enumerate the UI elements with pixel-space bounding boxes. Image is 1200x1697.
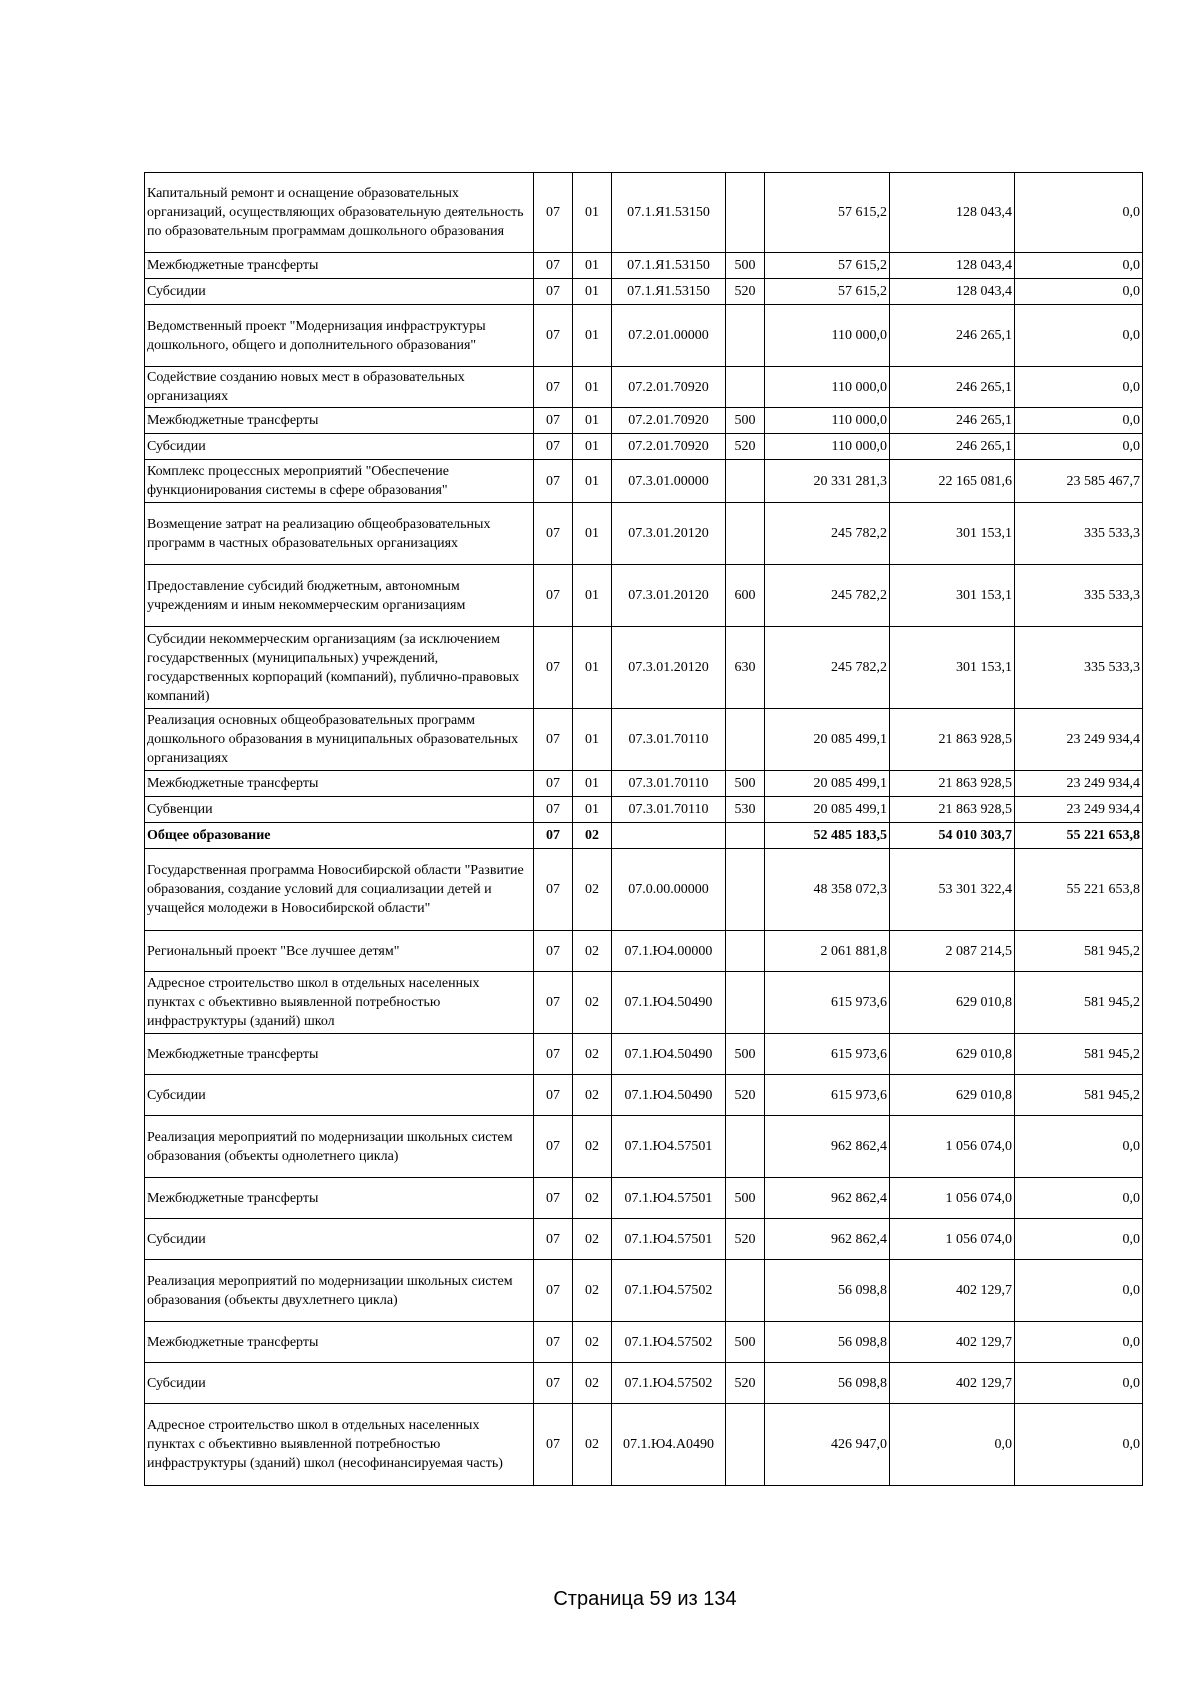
- subsection-code: 02: [573, 1178, 612, 1219]
- table-row: [145, 408, 1143, 434]
- table-row: [145, 1219, 1143, 1260]
- amount-year3: 0,0: [1015, 173, 1143, 253]
- row-name: Межбюджетные трансферты: [145, 771, 534, 797]
- target-article-code: 07.1.Ю4.57501: [612, 1219, 726, 1260]
- row-name: Межбюджетные трансферты: [145, 1322, 534, 1363]
- subsection-code: 02: [573, 1404, 612, 1486]
- amount-year1: 57 615,2: [765, 253, 890, 279]
- amount-year3: 0,0: [1015, 1219, 1143, 1260]
- subsection-code: 02: [573, 931, 612, 972]
- subsection-code: 02: [573, 1260, 612, 1322]
- section-code: 07: [534, 565, 573, 627]
- amount-year2: 21 863 928,5: [890, 771, 1015, 797]
- amount-year2: 629 010,8: [890, 972, 1015, 1034]
- amount-year3: 23 585 467,7: [1015, 460, 1143, 503]
- table-row: [145, 1260, 1143, 1322]
- expense-type-code: [726, 849, 765, 931]
- row-name: Ведомственный проект "Модернизация инфраструктуры дошкольного, общего и дополнительного образования": [145, 305, 534, 367]
- target-article-code: 07.1.Ю4.57501: [612, 1116, 726, 1178]
- target-article-code: 07.1.Ю4.57501: [612, 1178, 726, 1219]
- amount-year2: 301 153,1: [890, 503, 1015, 565]
- table-row: [145, 1178, 1143, 1219]
- section-code: 07: [534, 279, 573, 305]
- section-code: 07: [534, 1219, 573, 1260]
- amount-year2: 301 153,1: [890, 627, 1015, 709]
- row-name: Субсидии: [145, 1363, 534, 1404]
- table-row: [145, 1404, 1143, 1486]
- subsection-code: 01: [573, 253, 612, 279]
- amount-year3: 23 249 934,4: [1015, 797, 1143, 823]
- expense-type-code: 500: [726, 771, 765, 797]
- section-code: 07: [534, 173, 573, 253]
- target-article-code: 07.3.01.70110: [612, 709, 726, 771]
- table-row: [145, 367, 1143, 408]
- subsection-code: 02: [573, 1116, 612, 1178]
- amount-year1: 426 947,0: [765, 1404, 890, 1486]
- target-article-code: 07.1.Ю4.50490: [612, 1075, 726, 1116]
- row-name: Субсидии: [145, 1075, 534, 1116]
- row-name: Капитальный ремонт и оснащение образовательных организаций, осуществляющих образовательную деятельность по образовательным программам дошкольного образования: [145, 173, 534, 253]
- amount-year1: 245 782,2: [765, 627, 890, 709]
- expense-type-code: [726, 367, 765, 408]
- amount-year1: 20 331 281,3: [765, 460, 890, 503]
- section-code: 07: [534, 253, 573, 279]
- subsection-code: 01: [573, 709, 612, 771]
- section-code: 07: [534, 1404, 573, 1486]
- target-article-code: 07.3.01.20120: [612, 565, 726, 627]
- amount-year2: 402 129,7: [890, 1260, 1015, 1322]
- target-article-code: 07.1.Я1.53150: [612, 279, 726, 305]
- expense-type-code: 600: [726, 565, 765, 627]
- expense-type-code: 500: [726, 1322, 765, 1363]
- row-name: Государственная программа Новосибирской области "Развитие образования, создание условий для социализации детей и учащейся молодежи в Новосибирской области": [145, 849, 534, 931]
- subsection-code: 01: [573, 460, 612, 503]
- row-name: Реализация основных общеобразовательных программ дошкольного образования в муниципальных образовательных организациях: [145, 709, 534, 771]
- subsection-code: 01: [573, 771, 612, 797]
- target-article-code: 07.0.00.00000: [612, 849, 726, 931]
- amount-year2: 21 863 928,5: [890, 709, 1015, 771]
- amount-year2: 246 265,1: [890, 305, 1015, 367]
- amount-year2: 402 129,7: [890, 1322, 1015, 1363]
- amount-year1: 110 000,0: [765, 408, 890, 434]
- row-name: Возмещение затрат на реализацию общеобразовательных программ в частных образовательных организациях: [145, 503, 534, 565]
- subsection-code: 02: [573, 849, 612, 931]
- amount-year1: 110 000,0: [765, 367, 890, 408]
- amount-year3: 581 945,2: [1015, 972, 1143, 1034]
- subsection-code: 01: [573, 797, 612, 823]
- target-article-code: 07.1.Ю4.57502: [612, 1322, 726, 1363]
- expense-type-code: [726, 972, 765, 1034]
- expense-type-code: [726, 1116, 765, 1178]
- row-name: Субсидии: [145, 279, 534, 305]
- amount-year2: 128 043,4: [890, 253, 1015, 279]
- section-code: 07: [534, 931, 573, 972]
- table-row: [145, 503, 1143, 565]
- amount-year3: 335 533,3: [1015, 565, 1143, 627]
- amount-year1: 56 098,8: [765, 1363, 890, 1404]
- subsection-code: 01: [573, 627, 612, 709]
- table-row: [145, 1116, 1143, 1178]
- row-name: Субсидии некоммерческим организациям (за исключением государственных (муниципальных) учреждений, государственных корпораций (компаний), публично-правовых компаний): [145, 627, 534, 709]
- table-row: [145, 972, 1143, 1034]
- expense-type-code: [726, 931, 765, 972]
- target-article-code: 07.2.01.70920: [612, 367, 726, 408]
- amount-year3: 0,0: [1015, 408, 1143, 434]
- expense-type-code: 520: [726, 1075, 765, 1116]
- subsection-code: 01: [573, 367, 612, 408]
- target-article-code: 07.2.01.00000: [612, 305, 726, 367]
- expense-type-code: 500: [726, 408, 765, 434]
- section-code: 07: [534, 1034, 573, 1075]
- table-row: [145, 253, 1143, 279]
- expense-type-code: 500: [726, 1178, 765, 1219]
- amount-year2: 1 056 074,0: [890, 1219, 1015, 1260]
- page-number: Страница 59 из 134: [553, 1588, 737, 1610]
- target-article-code: 07.2.01.70920: [612, 434, 726, 460]
- expense-type-code: 520: [726, 434, 765, 460]
- target-article-code: 07.1.Ю4.57502: [612, 1363, 726, 1404]
- table-row: [145, 709, 1143, 771]
- row-name: Общее образование: [145, 823, 534, 849]
- expense-type-code: [726, 460, 765, 503]
- section-code: 07: [534, 434, 573, 460]
- amount-year1: 245 782,2: [765, 565, 890, 627]
- table-row: [145, 771, 1143, 797]
- row-name: Реализация мероприятий по модернизации школьных систем образования (объекты двухлетнего цикла): [145, 1260, 534, 1322]
- amount-year1: 962 862,4: [765, 1219, 890, 1260]
- amount-year3: 581 945,2: [1015, 1075, 1143, 1116]
- subsection-code: 01: [573, 173, 612, 253]
- amount-year2: 128 043,4: [890, 173, 1015, 253]
- amount-year2: 53 301 322,4: [890, 849, 1015, 931]
- amount-year3: 0,0: [1015, 1363, 1143, 1404]
- expense-type-code: [726, 709, 765, 771]
- target-article-code: 07.2.01.70920: [612, 408, 726, 434]
- amount-year2: 2 087 214,5: [890, 931, 1015, 972]
- subsection-code: 02: [573, 972, 612, 1034]
- target-article-code: 07.1.Ю4.50490: [612, 972, 726, 1034]
- amount-year3: 0,0: [1015, 253, 1143, 279]
- amount-year1: 110 000,0: [765, 305, 890, 367]
- row-name: Субсидии: [145, 434, 534, 460]
- amount-year3: 0,0: [1015, 1404, 1143, 1486]
- amount-year1: 110 000,0: [765, 434, 890, 460]
- expense-type-code: 520: [726, 1363, 765, 1404]
- table-row: [145, 1034, 1143, 1075]
- amount-year2: 402 129,7: [890, 1363, 1015, 1404]
- expense-type-code: 500: [726, 253, 765, 279]
- amount-year2: 21 863 928,5: [890, 797, 1015, 823]
- table-row: [145, 797, 1143, 823]
- amount-year2: 629 010,8: [890, 1075, 1015, 1116]
- row-name: Региональный проект "Все лучшее детям": [145, 931, 534, 972]
- table-row: [145, 823, 1143, 849]
- amount-year3: 0,0: [1015, 1322, 1143, 1363]
- target-article-code: 07.3.01.70110: [612, 771, 726, 797]
- target-article-code: 07.1.Ю4.А0490: [612, 1404, 726, 1486]
- amount-year1: 56 098,8: [765, 1322, 890, 1363]
- amount-year1: 615 973,6: [765, 972, 890, 1034]
- section-code: 07: [534, 503, 573, 565]
- section-code: 07: [534, 367, 573, 408]
- section-code: 07: [534, 972, 573, 1034]
- table-row: [145, 305, 1143, 367]
- subsection-code: 02: [573, 1363, 612, 1404]
- row-name: Содействие созданию новых мест в образовательных организациях: [145, 367, 534, 408]
- expense-type-code: [726, 1404, 765, 1486]
- subsection-code: 01: [573, 434, 612, 460]
- target-article-code: 07.3.01.00000: [612, 460, 726, 503]
- amount-year3: 0,0: [1015, 367, 1143, 408]
- table-row: [145, 627, 1143, 709]
- amount-year2: 246 265,1: [890, 367, 1015, 408]
- amount-year1: 962 862,4: [765, 1116, 890, 1178]
- subsection-code: 01: [573, 565, 612, 627]
- expense-type-code: [726, 503, 765, 565]
- table-row: [145, 1363, 1143, 1404]
- section-code: 07: [534, 1260, 573, 1322]
- amount-year3: 0,0: [1015, 434, 1143, 460]
- amount-year3: 23 249 934,4: [1015, 709, 1143, 771]
- target-article-code: [612, 823, 726, 849]
- amount-year2: 128 043,4: [890, 279, 1015, 305]
- amount-year1: 962 862,4: [765, 1178, 890, 1219]
- expense-type-code: 500: [726, 1034, 765, 1075]
- table-row: [145, 460, 1143, 503]
- amount-year1: 615 973,6: [765, 1075, 890, 1116]
- amount-year2: 246 265,1: [890, 408, 1015, 434]
- table-row: [145, 565, 1143, 627]
- target-article-code: 07.3.01.20120: [612, 503, 726, 565]
- amount-year1: 615 973,6: [765, 1034, 890, 1075]
- row-name: Субвенции: [145, 797, 534, 823]
- table-row: [145, 279, 1143, 305]
- amount-year3: 335 533,3: [1015, 627, 1143, 709]
- section-code: 07: [534, 1363, 573, 1404]
- row-name: Адресное строительство школ в отдельных населенных пунктах с объективно выявленной потребностью инфраструктуры (зданий) школ: [145, 972, 534, 1034]
- amount-year2: 54 010 303,7: [890, 823, 1015, 849]
- target-article-code: 07.1.Я1.53150: [612, 253, 726, 279]
- section-code: 07: [534, 709, 573, 771]
- amount-year3: 0,0: [1015, 1178, 1143, 1219]
- section-code: 07: [534, 823, 573, 849]
- subsection-code: 01: [573, 503, 612, 565]
- section-code: 07: [534, 1116, 573, 1178]
- table-row: [145, 434, 1143, 460]
- amount-year2: 1 056 074,0: [890, 1178, 1015, 1219]
- budget-table: [144, 172, 1143, 1486]
- amount-year3: 55 221 653,8: [1015, 849, 1143, 931]
- amount-year2: 22 165 081,6: [890, 460, 1015, 503]
- section-code: 07: [534, 627, 573, 709]
- target-article-code: 07.1.Ю4.50490: [612, 1034, 726, 1075]
- row-name: Межбюджетные трансферты: [145, 1034, 534, 1075]
- amount-year1: 48 358 072,3: [765, 849, 890, 931]
- row-name: Предоставление субсидий бюджетным, автономным учреждениям и иным некоммерческим организациям: [145, 565, 534, 627]
- table-row: [145, 1075, 1143, 1116]
- expense-type-code: 520: [726, 279, 765, 305]
- expense-type-code: [726, 1260, 765, 1322]
- amount-year1: 245 782,2: [765, 503, 890, 565]
- amount-year3: 0,0: [1015, 1260, 1143, 1322]
- expense-type-code: 630: [726, 627, 765, 709]
- target-article-code: 07.1.Ю4.57502: [612, 1260, 726, 1322]
- amount-year1: 20 085 499,1: [765, 771, 890, 797]
- target-article-code: 07.1.Я1.53150: [612, 173, 726, 253]
- row-name: Межбюджетные трансферты: [145, 408, 534, 434]
- subsection-code: 02: [573, 1322, 612, 1363]
- expense-type-code: [726, 823, 765, 849]
- amount-year3: 55 221 653,8: [1015, 823, 1143, 849]
- expense-type-code: [726, 305, 765, 367]
- amount-year2: 0,0: [890, 1404, 1015, 1486]
- amount-year3: 335 533,3: [1015, 503, 1143, 565]
- amount-year3: 23 249 934,4: [1015, 771, 1143, 797]
- subsection-code: 02: [573, 1034, 612, 1075]
- amount-year2: 301 153,1: [890, 565, 1015, 627]
- row-name: Субсидии: [145, 1219, 534, 1260]
- expense-type-code: 530: [726, 797, 765, 823]
- amount-year3: 0,0: [1015, 305, 1143, 367]
- target-article-code: 07.1.Ю4.00000: [612, 931, 726, 972]
- amount-year2: 629 010,8: [890, 1034, 1015, 1075]
- amount-year2: 246 265,1: [890, 434, 1015, 460]
- amount-year1: 2 061 881,8: [765, 931, 890, 972]
- table-row: [145, 849, 1143, 931]
- row-name: Реализация мероприятий по модернизации школьных систем образования (объекты однолетнего цикла): [145, 1116, 534, 1178]
- row-name: Адресное строительство школ в отдельных населенных пунктах с объективно выявленной потребностью инфраструктуры (зданий) школ (несофинансируемая часть): [145, 1404, 534, 1486]
- amount-year1: 20 085 499,1: [765, 797, 890, 823]
- target-article-code: 07.3.01.70110: [612, 797, 726, 823]
- expense-type-code: 520: [726, 1219, 765, 1260]
- amount-year1: 56 098,8: [765, 1260, 890, 1322]
- section-code: 07: [534, 408, 573, 434]
- amount-year3: 0,0: [1015, 279, 1143, 305]
- subsection-code: 02: [573, 823, 612, 849]
- section-code: 07: [534, 460, 573, 503]
- row-name: Межбюджетные трансферты: [145, 253, 534, 279]
- amount-year3: 581 945,2: [1015, 931, 1143, 972]
- expense-type-code: [726, 173, 765, 253]
- amount-year1: 57 615,2: [765, 279, 890, 305]
- amount-year1: 52 485 183,5: [765, 823, 890, 849]
- section-code: 07: [534, 1075, 573, 1116]
- target-article-code: 07.3.01.20120: [612, 627, 726, 709]
- table-row: [145, 1322, 1143, 1363]
- section-code: 07: [534, 305, 573, 367]
- subsection-code: 02: [573, 1219, 612, 1260]
- subsection-code: 01: [573, 408, 612, 434]
- section-code: 07: [534, 797, 573, 823]
- subsection-code: 01: [573, 279, 612, 305]
- row-name: Комплекс процессных мероприятий "Обеспечение функционирования системы в сфере образования": [145, 460, 534, 503]
- amount-year2: 1 056 074,0: [890, 1116, 1015, 1178]
- amount-year1: 20 085 499,1: [765, 709, 890, 771]
- amount-year3: 581 945,2: [1015, 1034, 1143, 1075]
- row-name: Межбюджетные трансферты: [145, 1178, 534, 1219]
- amount-year3: 0,0: [1015, 1116, 1143, 1178]
- subsection-code: 01: [573, 305, 612, 367]
- table-row: [145, 173, 1143, 253]
- section-code: 07: [534, 849, 573, 931]
- amount-year1: 57 615,2: [765, 173, 890, 253]
- section-code: 07: [534, 771, 573, 797]
- table-row: [145, 931, 1143, 972]
- section-code: 07: [534, 1322, 573, 1363]
- subsection-code: 02: [573, 1075, 612, 1116]
- section-code: 07: [534, 1178, 573, 1219]
